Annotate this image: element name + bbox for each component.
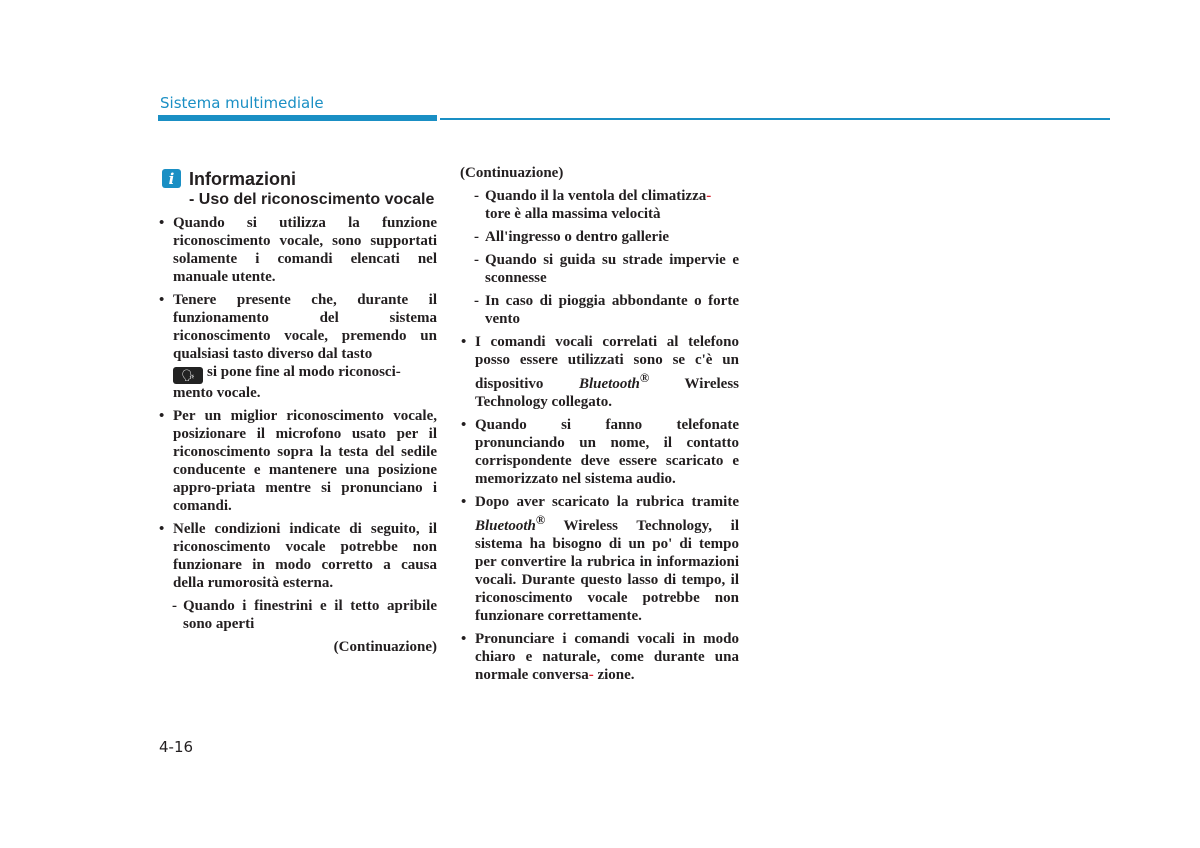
item-text: mento vocale.	[173, 385, 261, 401]
list-item	[460, 493, 739, 625]
registered-mark: ®	[639, 371, 650, 385]
continuation-label: (Continuazione)	[333, 639, 437, 655]
sub-list-item	[460, 292, 739, 328]
info-icon: i	[162, 169, 181, 188]
list-item	[158, 291, 437, 402]
item-text: All'ingresso o dentro gallerie	[485, 229, 670, 245]
continuation-label: (Continuazione)	[460, 165, 564, 181]
hyphen: -	[706, 188, 712, 204]
list-item: • Nelle condizioni indicate di seguito, il riconoscimento vocale potrebbe non funzionare in modo corretto a causa della rumorosità esterna.	[158, 520, 437, 592]
brand-name: Bluetooth	[578, 376, 640, 392]
item-text: si pone fine al modo riconosci-	[207, 364, 401, 380]
info-heading	[162, 169, 437, 188]
info-subtitle: - Uso del riconoscimento vocale	[189, 191, 435, 208]
dash-mark: -	[172, 598, 177, 614]
item-text: tore è alla massima velocità	[485, 206, 661, 222]
registered-mark: ®	[535, 513, 546, 527]
sub-list-item	[460, 187, 739, 223]
dash-mark: -	[474, 293, 479, 309]
info-title: Informazioni	[189, 168, 296, 189]
page-number: 4-16	[159, 738, 194, 756]
list-item: • Quando si utilizza la funzione riconoscimento vocale, sono supportati solamente i comandi elencati nel manuale utente.	[158, 214, 437, 286]
left-column	[158, 169, 437, 656]
item-text: Quando i finestrini e il tetto apribile sono aperti	[183, 598, 437, 632]
item-text: Pronunciare i comandi vocali in modo chiaro e naturale, come durante una normale conversa	[475, 631, 739, 683]
dash-mark: -	[474, 252, 479, 268]
item-text: Quando si guida su strade impervie e sconnesse	[485, 252, 739, 286]
sub-list-item	[460, 228, 739, 246]
brand-name: Bluetooth	[475, 518, 536, 534]
item-text: Dopo aver scaricato la rubrica tramite	[475, 494, 739, 510]
dash-mark: -	[474, 188, 479, 204]
item-text: Wireless Technology, il sistema ha bisogno di un po' di tempo per convertire la rubrica in informazioni vocali. Durante questo lasso di tempo, il riconoscimento vocale potrebbe non funzionare correttamente.	[475, 518, 739, 624]
header-rule-thin	[440, 118, 1110, 120]
item-text: Quando il la ventola del climatizza	[485, 188, 707, 204]
list-item	[460, 630, 739, 684]
sub-list-item	[158, 597, 437, 633]
voice-talk-button-icon: 🗣	[173, 367, 203, 384]
item-text: I comandi vocali correlati al telefono posso essere utilizzati sono se c'è un dispositivo	[475, 334, 739, 392]
header-rule-thick	[158, 115, 437, 121]
list-item	[460, 333, 739, 411]
section-title: Sistema multimediale	[160, 94, 324, 112]
item-text: Wireless Technology collegato.	[475, 376, 739, 410]
sub-list-item	[460, 251, 739, 287]
dash-mark: -	[474, 229, 479, 245]
item-text: zione.	[597, 667, 635, 683]
list-item: • Per un miglior riconoscimento vocale, posizionare il microfono usato per il riconoscimento sopra la testa del sedile conducente e mantenere una posizione appro-priata mentre si pronunciano i comandi.	[158, 407, 437, 515]
right-column	[460, 164, 739, 689]
list-item: • Quando si fanno telefonate pronunciando un nome, il contatto corrispondente deve essere scaricato e memorizzato nel sistema audio.	[460, 416, 739, 488]
item-text: Tenere presente che, durante il funzionamento del sistema riconoscimento vocale, premendo un qualsiasi tasto diverso dal tasto	[173, 292, 437, 362]
item-text: In caso di pioggia abbondante o forte vento	[485, 293, 739, 327]
hyphen: -	[588, 667, 594, 683]
